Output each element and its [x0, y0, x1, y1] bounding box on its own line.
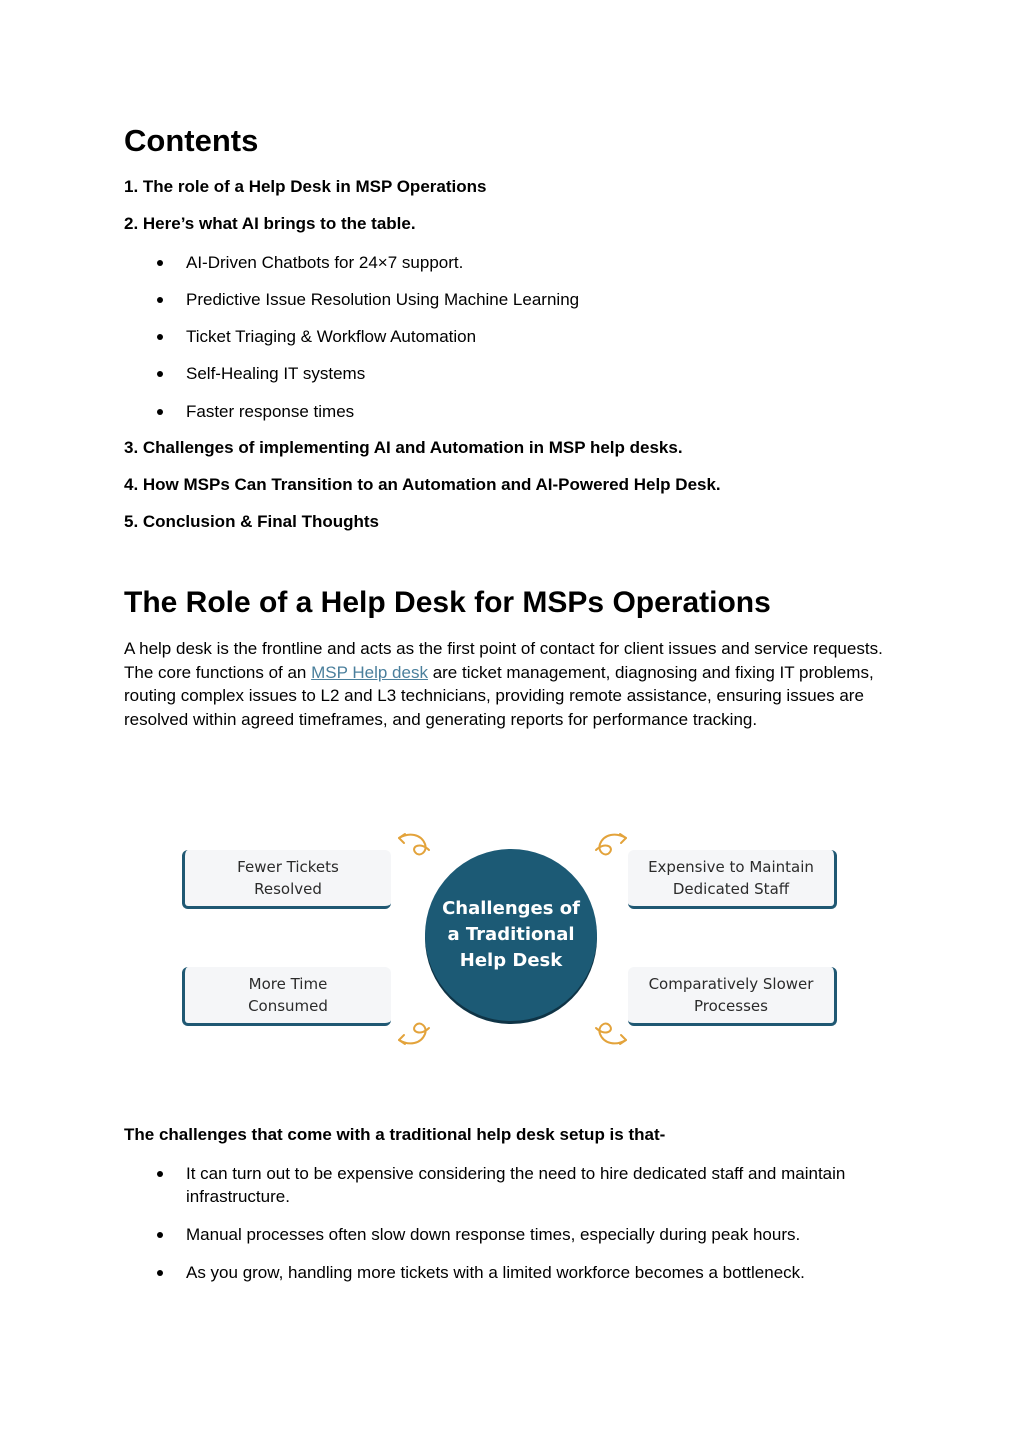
bullet-icon	[157, 297, 163, 303]
curly-arrow-icon	[590, 1016, 630, 1050]
curly-arrow-icon	[395, 828, 435, 862]
card-text: Consumed	[248, 997, 328, 1015]
challenge-item-1: It can turn out to be expensive considering the need to hire dedicated staff and maintain infrastructure.	[186, 1164, 846, 1206]
toc-subitem-3[interactable]: Ticket Triaging & Workflow Automation	[186, 327, 477, 346]
toc-subitem-2[interactable]: Predictive Issue Resolution Using Machine Learning	[186, 290, 580, 309]
toc-item-3[interactable]: 3. Challenges of implementing AI and Automation in MSP help desks.	[124, 438, 683, 457]
bullet-icon	[157, 1171, 163, 1177]
toc-subitem-4[interactable]: Self-Healing IT systems	[186, 364, 366, 383]
card-text: More Time	[248, 975, 328, 993]
card-expensive-staff	[628, 850, 837, 909]
msp-help-desk-link[interactable]: MSP Help desk	[311, 662, 428, 682]
bullet-icon	[157, 334, 163, 340]
challenge-item-2: Manual processes often slow down response times, especially during peak hours.	[186, 1225, 801, 1244]
section-paragraph	[124, 637, 894, 731]
toc-item-1[interactable]: 1. The role of a Help Desk in MSP Operations	[124, 177, 487, 196]
toc-item-2[interactable]: 2. Here’s what AI brings to the table.	[124, 214, 416, 233]
challenge-item-3: As you grow, handling more tickets with a limited workforce becomes a bottleneck.	[186, 1263, 805, 1282]
bullet-icon	[157, 371, 163, 377]
bullet-icon	[157, 409, 163, 415]
toc-subitem-1[interactable]: AI-Driven Chatbots for 24×7 support.	[186, 253, 464, 272]
circle-text: Challenges of	[442, 898, 580, 919]
paragraph-text: A help desk is the frontline and acts as the first point of contact for client issues and service requests. The core functions of an	[124, 639, 883, 682]
card-text: Processes	[694, 997, 768, 1015]
section-title: The Role of a Help Desk for MSPs Operations	[124, 586, 771, 619]
card-fewer-tickets	[182, 850, 391, 909]
center-circle	[425, 849, 597, 1021]
card-text: Comparatively Slower	[648, 975, 814, 993]
card-slower-processes	[628, 967, 837, 1026]
curly-arrow-icon	[395, 1016, 435, 1050]
challenges-heading: The challenges that come with a traditional help desk setup is that-	[124, 1125, 666, 1144]
card-text: Expensive to Maintain	[648, 858, 814, 876]
bullet-icon	[157, 1270, 163, 1276]
paragraph-text: are ticket management, diagnosing and fixing IT problems, routing complex issues to L2 and L3 technicians, providing remote assistance, ensuring issues are resolved within agreed timeframes, and generating reports for performance tracking.	[124, 662, 874, 729]
card-text: Resolved	[254, 880, 322, 898]
toc-item-4[interactable]: 4. How MSPs Can Transition to an Automation and AI-Powered Help Desk.	[124, 475, 721, 494]
circle-text: Help Desk	[459, 950, 563, 971]
toc-subitem-5[interactable]: Faster response times	[186, 402, 355, 421]
card-more-time	[182, 967, 391, 1026]
toc-item-5[interactable]: 5. Conclusion & Final Thoughts	[124, 512, 379, 531]
circle-text: a Traditional	[447, 924, 575, 945]
curly-arrow-icon	[590, 828, 630, 862]
bullet-icon	[157, 260, 163, 266]
card-text: Dedicated Staff	[672, 880, 790, 898]
bullet-icon	[157, 1232, 163, 1238]
card-text: Fewer Tickets	[237, 858, 339, 876]
contents-title: Contents	[124, 123, 259, 158]
